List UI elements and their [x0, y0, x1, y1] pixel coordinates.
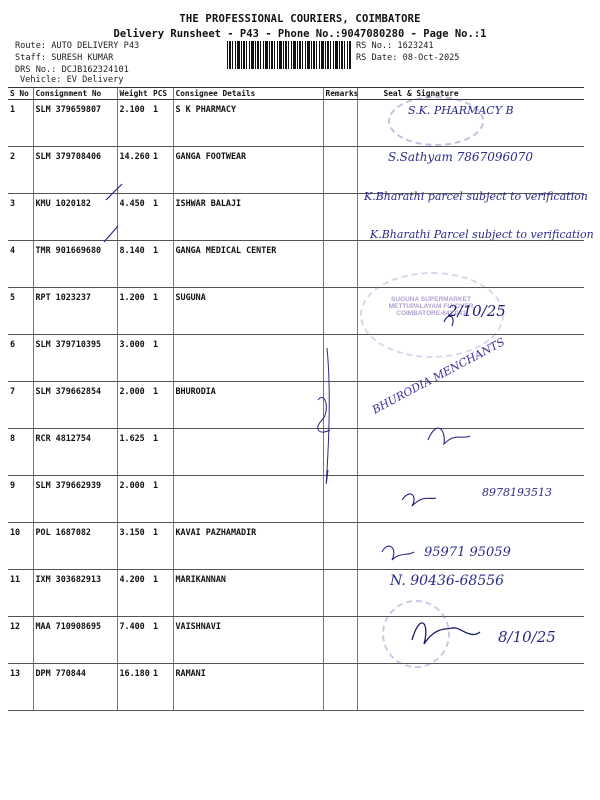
- row-remarks: [323, 523, 357, 570]
- row-consignee: MARIKANNAN: [173, 570, 323, 617]
- col-remarks: Remarks: [323, 88, 357, 100]
- row-weight: 3.000: [117, 335, 151, 382]
- row-pcs: 1: [151, 570, 173, 617]
- signature-1: S.K. PHARMACY B: [408, 104, 514, 117]
- table-header: [8, 88, 584, 100]
- row-signature: [357, 429, 584, 476]
- staff-label: Staff: SURESH KUMAR: [15, 53, 114, 63]
- row-remarks: [323, 429, 357, 476]
- row-consignee: [173, 476, 323, 523]
- row-weight: 2.000: [117, 382, 151, 429]
- row-consignment: IXM 303682913: [33, 570, 117, 617]
- col-pcs: PCS: [151, 88, 173, 100]
- signature-3: K.Bharathi parcel subject to verification: [364, 190, 588, 203]
- signature-7: BHURODIA MENCHANTS: [370, 335, 507, 417]
- rs-date: RS Date: 08-Oct-2025: [356, 53, 460, 63]
- row-sno: 3: [8, 194, 33, 241]
- row-weight: 1.625: [117, 429, 151, 476]
- row-pcs: 1: [151, 617, 173, 664]
- row-consignment: RPT 1023237: [33, 288, 117, 335]
- row-remarks: [323, 100, 357, 147]
- row-weight: 4.450: [117, 194, 151, 241]
- row-weight: 1.200: [117, 288, 151, 335]
- row-consignment: KMU 1020182: [33, 194, 117, 241]
- signature-10: 8978193513: [482, 486, 552, 499]
- col-consignee: Consignee Details: [173, 88, 323, 100]
- row-weight: 4.200: [117, 570, 151, 617]
- row-consignee: GANGA MEDICAL CENTER: [173, 241, 323, 288]
- row-consignee: GANGA FOOTWEAR: [173, 147, 323, 194]
- route-label: Route: AUTO DELIVERY P43: [15, 41, 140, 51]
- row-remarks: [323, 570, 357, 617]
- col-signature: Seal & Signature: [357, 88, 584, 100]
- row-weight: 7.400: [117, 617, 151, 664]
- barcode: [227, 41, 351, 69]
- row-sno: 4: [8, 241, 33, 288]
- row-pcs: 1: [151, 241, 173, 288]
- row-weight: 16.180: [117, 664, 151, 711]
- table-row: [8, 476, 584, 523]
- table-row: [8, 429, 584, 476]
- row-sno: 8: [8, 429, 33, 476]
- row-signature: [357, 476, 584, 523]
- row-consignment: SLM 379659807: [33, 100, 117, 147]
- row-consignment: RCR 4812754: [33, 429, 117, 476]
- row-pcs: 1: [151, 335, 173, 382]
- row-consignment: DPM 770844: [33, 664, 117, 711]
- company-title: THE PROFESSIONAL COURIERS, COIMBATORE: [179, 13, 421, 25]
- row-pcs: 1: [151, 147, 173, 194]
- row-weight: 2.100: [117, 100, 151, 147]
- row-consignment: MAA 710908695: [33, 617, 117, 664]
- row-sno: 10: [8, 523, 33, 570]
- col-consignment: Consignment No: [33, 88, 117, 100]
- row-sno: 11: [8, 570, 33, 617]
- row-sno: 6: [8, 335, 33, 382]
- table-row: [8, 664, 584, 711]
- row-sno: 13: [8, 664, 33, 711]
- row-remarks: [323, 147, 357, 194]
- row-remarks: [323, 617, 357, 664]
- col-sno: S No: [8, 88, 33, 100]
- row-remarks: [323, 194, 357, 241]
- vehicle-label: Vehicle: EV Delivery: [20, 75, 124, 85]
- runsheet-table: [8, 87, 584, 711]
- row-remarks: [323, 382, 357, 429]
- row-consignee: RAMANI: [173, 664, 323, 711]
- row-consignment: SLM 379710395: [33, 335, 117, 382]
- row-remarks: [323, 288, 357, 335]
- row-pcs: 1: [151, 523, 173, 570]
- row-signature: [357, 664, 584, 711]
- row-consignment: POL 1687082: [33, 523, 117, 570]
- table-row: [8, 382, 584, 429]
- signature-2: S.Sathyam 7867096070: [388, 150, 534, 164]
- row-consignment: TMR 901669680: [33, 241, 117, 288]
- row-consignment: SLM 379662854: [33, 382, 117, 429]
- runsheet-subtitle: Delivery Runsheet - P43 - Phone No.:9047080280 - Page No.:1: [113, 28, 487, 40]
- row-pcs: 1: [151, 429, 173, 476]
- drs-number: DRS No.: DCJB162324101: [15, 65, 129, 75]
- row-pcs: 1: [151, 194, 173, 241]
- row-pcs: 1: [151, 288, 173, 335]
- row-sno: 1: [8, 100, 33, 147]
- row-remarks: [323, 335, 357, 382]
- rs-number: RS No.: 1623241: [356, 41, 434, 51]
- row-weight: 3.150: [117, 523, 151, 570]
- suguna-seal-text: SUGUNA SUPERMARKET METTUPALAYAM FLYOVER COIMBATORE-641 043: [388, 296, 474, 317]
- row-sno: 9: [8, 476, 33, 523]
- row-consignee: [173, 429, 323, 476]
- signature-12: N. 90436-68556: [390, 573, 505, 589]
- row-pcs: 1: [151, 664, 173, 711]
- row-consignment: SLM 379662939: [33, 476, 117, 523]
- row-remarks: [323, 476, 357, 523]
- row-consignee: BHURODIA: [173, 382, 323, 429]
- row-consignee: [173, 335, 323, 382]
- row-consignee: S K PHARMACY: [173, 100, 323, 147]
- row-remarks: [323, 241, 357, 288]
- row-consignee: KAVAI PAZHAMADIR: [173, 523, 323, 570]
- row-pcs: 1: [151, 476, 173, 523]
- row-consignment: SLM 379708406: [33, 147, 117, 194]
- signature-11: 95971 95059: [424, 545, 511, 560]
- row-weight: 8.140: [117, 241, 151, 288]
- row-sno: 5: [8, 288, 33, 335]
- col-weight: Weight: [117, 88, 151, 100]
- row-remarks: [323, 664, 357, 711]
- row-pcs: 1: [151, 382, 173, 429]
- row-consignee: SUGUNA: [173, 288, 323, 335]
- signature-13: 8/10/25: [498, 628, 556, 646]
- row-pcs: 1: [151, 100, 173, 147]
- row-sno: 7: [8, 382, 33, 429]
- row-consignee: VAISHNAVI: [173, 617, 323, 664]
- row-weight: 2.000: [117, 476, 151, 523]
- table-row: [8, 241, 584, 288]
- row-sno: 2: [8, 147, 33, 194]
- row-weight: 14.260: [117, 147, 151, 194]
- row-sno: 12: [8, 617, 33, 664]
- row-consignee: ISHWAR BALAJI: [173, 194, 323, 241]
- ramani-seal: [382, 600, 450, 668]
- signature-5: 2/10/25: [448, 302, 506, 320]
- signature-4: K.Bharathi Parcel subject to verification: [370, 228, 594, 241]
